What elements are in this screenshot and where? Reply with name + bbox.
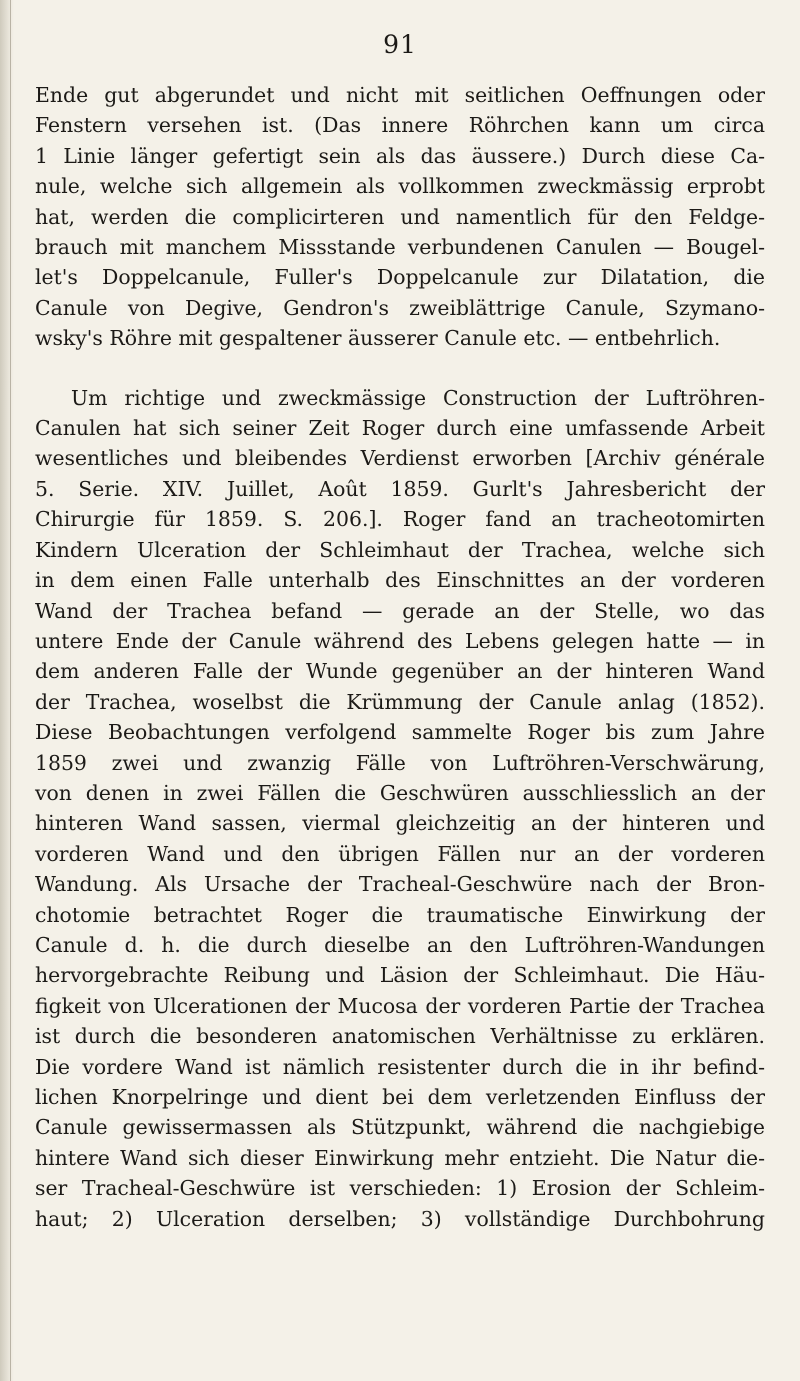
text-line: Wand der Trachea befand — gerade an der Stelle, wo das — [35, 598, 765, 623]
text-line: lichen Knorpelringe und dient bei dem verletzenden Einfluss der — [35, 1085, 765, 1109]
text-line: hervorgebrachte Reibung und Läsion der Schleimhaut. Die Häu- — [35, 963, 765, 988]
text-line: untere Ende der Canule während des Lebens gelegen hatte — in — [35, 628, 765, 653]
paragraph-2 — [35, 383, 765, 1234]
text-line: hat, werden die complicirteren und namentlich für den Feldge- — [35, 204, 765, 229]
text-line: Ende gut abgerundet und nicht mit seitlichen Oeffnungen oder — [35, 83, 765, 107]
text-line: in dem einen Falle unterhalb des Einschnittes an der vorderen — [35, 568, 765, 593]
page-number: 91 — [383, 30, 417, 59]
text-line: Kindern Ulceration der Schleimhaut der Trachea, welche sich — [35, 537, 765, 562]
text-line: hinteren Wand sassen, viermal gleichzeitig an der hinteren und — [35, 811, 765, 836]
text-line: 1 Linie länger gefertigt sein als das äussere.) Durch diese Ca- — [35, 143, 765, 168]
binding-edge — [10, 0, 11, 1381]
text-line: von denen in zwei Fällen die Geschwüren ausschliesslich an der — [35, 780, 765, 805]
text-line: let's Doppelcanule, Fuller's Doppelcanule zur Dilatation, die — [35, 265, 765, 290]
text-line: Chirurgie für 1859. S. 206.]. Roger fand an tracheotomirten — [35, 507, 765, 532]
text-line: Wandung. Als Ursache der Tracheal-Geschwüre nach der Bron- — [35, 872, 765, 897]
text-line: brauch mit manchem Missstande verbundenen Canulen — Bougel- — [35, 235, 765, 260]
paragraph-1 — [35, 80, 765, 354]
text-line: wsky's Röhre mit gespaltener äusserer Canule etc. — entbehrlich. — [35, 326, 721, 351]
text-line: Die vordere Wand ist nämlich resistenter durch die in ihr befind- — [35, 1054, 765, 1079]
text-line: ser Tracheal-Geschwüre ist verschieden: 1) Erosion der Schleim- — [35, 1176, 765, 1201]
text-line: hintere Wand sich dieser Einwirkung mehr entzieht. Die Natur die- — [35, 1145, 765, 1170]
text-line: vorderen Wand und den übrigen Fällen nur an der vorderen — [35, 841, 765, 866]
text-line: Fenstern versehen ist. (Das innere Röhrchen kann um circa — [35, 113, 765, 138]
text-line: der Trachea, woselbst die Krümmung der Canule anlag (1852). — [35, 689, 765, 714]
text-line: haut; 2) Ulceration derselben; 3) vollständige Durchbohrung — [35, 1206, 765, 1231]
text-line: Diese Beobachtungen verfolgend sammelte Roger bis zum Jahre — [35, 720, 765, 745]
text-line: nule, welche sich allgemein als vollkommen zweckmässig erprobt — [35, 174, 765, 199]
text-line: Canule gewissermassen als Stützpunkt, während die nachgiebige — [35, 1115, 765, 1140]
text-line: ist durch die besonderen anatomischen Verhältnisse zu erklären. — [35, 1024, 765, 1049]
text-line: Canule d. h. die durch dieselbe an den Luftröhren-Wandungen — [35, 932, 765, 957]
text-line: dem anderen Falle der Wunde gegenüber an der hinteren Wand — [35, 659, 765, 684]
text-line: 5. Serie. XIV. Juillet, Août 1859. Gurlt's Jahresbericht der — [35, 476, 765, 501]
binding-shadow — [0, 0, 14, 1381]
text-line: chotomie betrachtet Roger die traumatische Einwirkung der — [35, 902, 765, 927]
text-line: 1859 zwei und zwanzig Fälle von Luftröhren-Verschwärung, — [35, 750, 765, 775]
body-text — [35, 80, 765, 1234]
text-line: Um richtige und zweckmässige Construction der Luftröhren- — [71, 385, 765, 410]
text-line: figkeit von Ulcerationen der Mucosa der vorderen Partie der Trachea — [35, 993, 765, 1018]
text-line: Canulen hat sich seiner Zeit Roger durch eine umfassende Arbeit — [35, 416, 765, 441]
text-line: wesentliches und bleibendes Verdienst erworben [Archiv générale — [35, 446, 765, 471]
text-line: Canule von Degive, Gendron's zweiblättrige Canule, Szymano- — [35, 295, 765, 320]
